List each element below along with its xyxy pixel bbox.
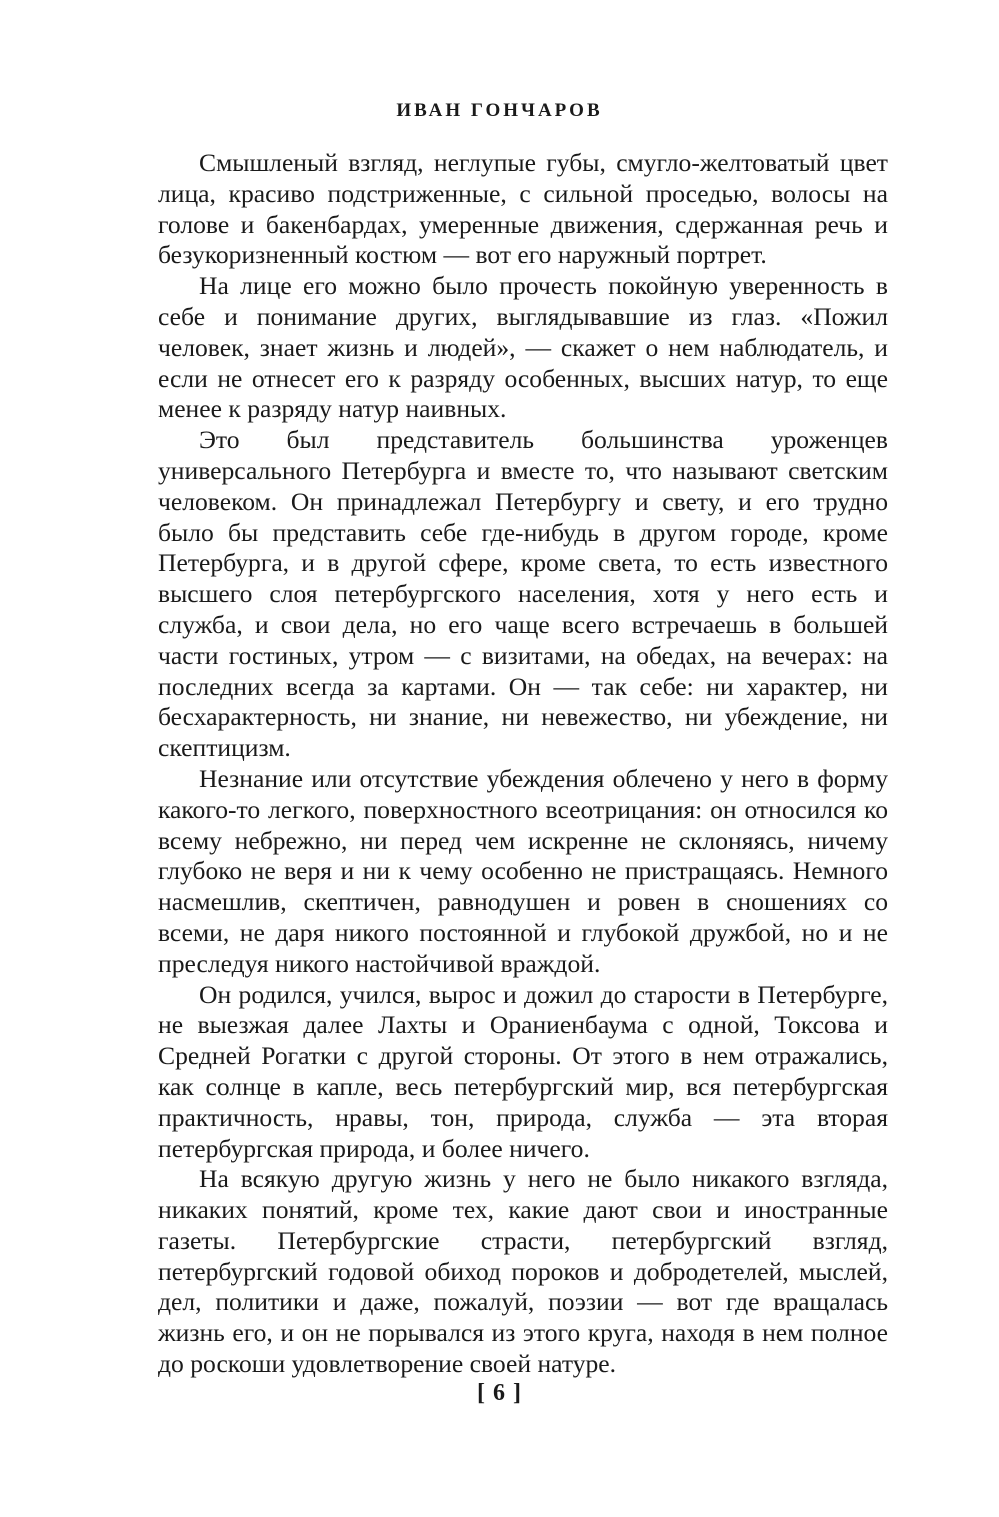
page-number: [ 6 ] xyxy=(477,1380,522,1406)
paragraph: Это был представитель большинства уроженцев универсального Петербурга и вместе то, что называют светским человеком. Он принадлежал Петербургу и свету, и его трудно было бы представить себе где-нибудь в другом городе, кроме Петербурга, и в другой сфере, кроме света, то есть известного высшего слоя петербургского населения, хотя у него есть и служба, и свои дела, но его чаще всего встречаешь в большей части гостиных, утром — с визитами, на обедах, на вечерах: на последних всегда за картами. Он — так себе: ни характер, ни бесхарактерность, ни знание, ни невежество, ни убеждение, ни скептицизм. xyxy=(158,425,888,763)
paragraph: На лице его можно было прочесть покойную уверенность в себе и понимание других, выглядывавшие из глаз. «Пожил человек, знает жизнь и людей», — скажет о нем наблюдатель, и если не отнесет его к разряду особенных, высших натур, то еще менее к разряду натур наивных. xyxy=(158,271,888,424)
paragraph: На всякую другую жизнь у него не было никакого взгляда, никаких понятий, кроме тех, какие дают свои и иностранные газеты. Петербургские страсти, петербургский взгляд, петербургский годовой обиход пороков и добродетелей, мыслей, дел, политики и даже, пожалуй, поэзии — вот где вращалась жизнь его, и он не порывался из этого круга, находя в нем полное до роскоши удовлетворение своей натуре. xyxy=(158,1164,888,1379)
running-head: ИВАН ГОНЧАРОВ xyxy=(396,100,603,121)
paragraph: Незнание или отсутствие убеждения облечено у него в форму какого-то легкого, поверхностного всеотрицания: он относился ко всему небрежно, ни перед чем искренне не склоняясь, ничему глубоко не веря и ни к чему особенно не пристращаясь. Немного насмешлив, скептичен, равнодушен и ровен в сношениях со всеми, не даря никого постоянной и глубокой дружбой, но и не преследуя никого настойчивой враждой. xyxy=(158,763,888,978)
body-text xyxy=(158,148,888,1380)
paragraph: Смышленый взгляд, неглупые губы, смугло-желтоватый цвет лица, красиво подстриженные, с сильной проседью, волосы на голове и бакенбардах, умеренные движения, сдержанная речь и безукоризненный костюм — вот его наружный портрет. xyxy=(158,148,888,270)
paragraph: Он родился, учился, вырос и дожил до старости в Петербурге, не выезжая далее Лахты и Ораниенбаума с одной, Токсова и Средней Рогатки с другой стороны. От этого в нем отражались, как солнце в капле, весь петербургский мир, вся петербургская практичность, нравы, тон, природа, служба — эта вторая петербургская природа, и более ничего. xyxy=(158,979,888,1163)
